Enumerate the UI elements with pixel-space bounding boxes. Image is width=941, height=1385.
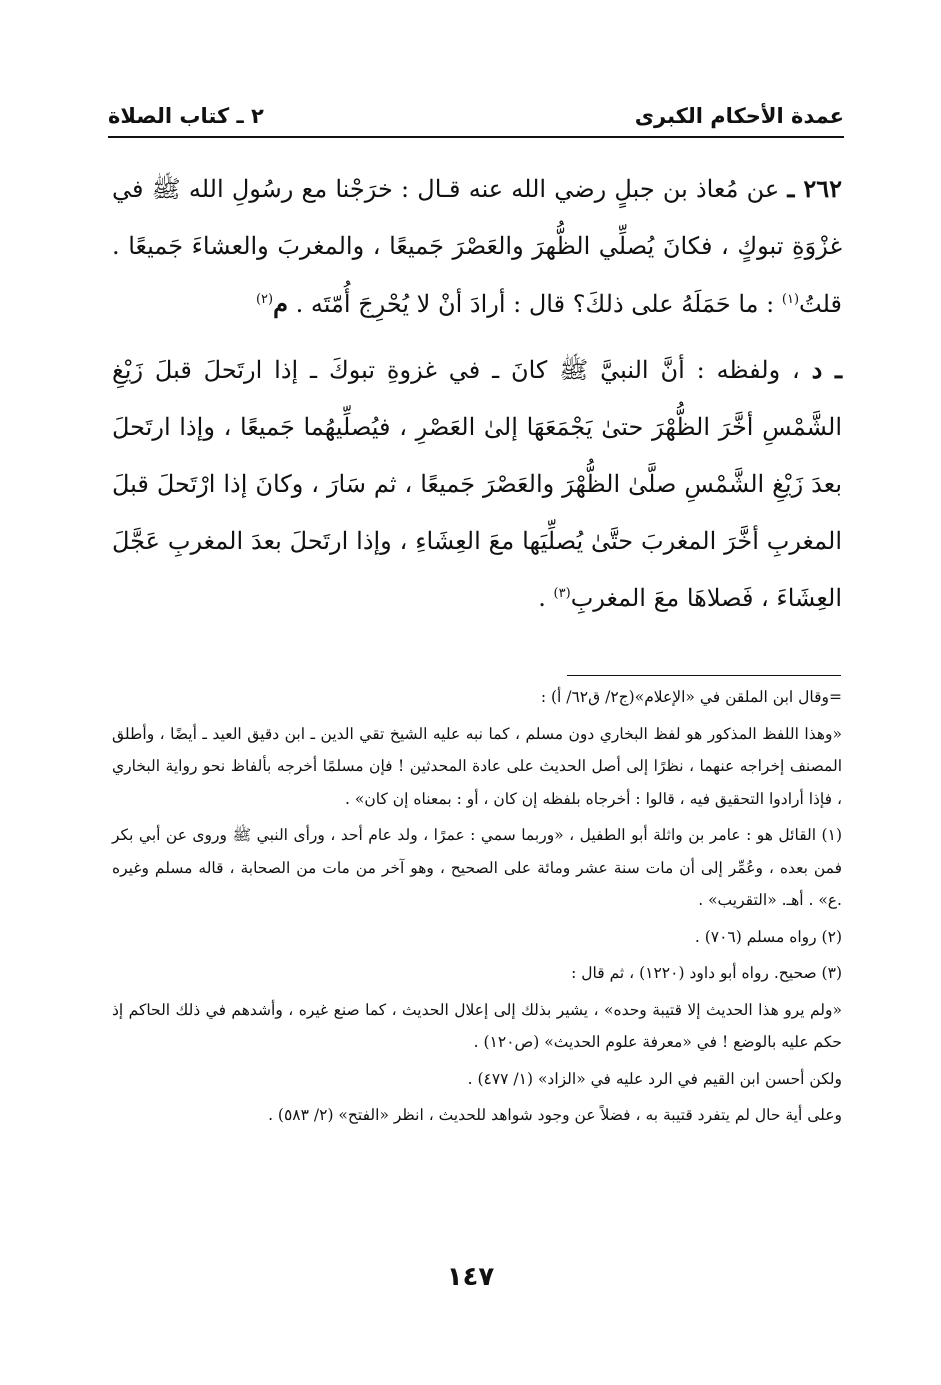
- salutation-glyph: ﷺ: [151, 175, 181, 203]
- hadith-number: ٢٦٢ ـ: [787, 174, 842, 203]
- hadith-text-2: في غزْوَةِ تبوكٍ ، فكانَ يُصلِّي الظُّهرَ والعَصْرَ جَميعًا ، والمغربَ والعشاءَ جَميعًا . قلتُ: [112, 175, 842, 318]
- hadith-paragraph: [112, 160, 842, 333]
- chapter-title: ٢ ـ كتاب الصلاة: [108, 104, 264, 128]
- symbol-muslim: م: [273, 289, 288, 318]
- footnote-2: (٢) رواه مسلم (٧٠٦) .: [694, 927, 842, 946]
- footnote-divider: [567, 675, 841, 676]
- page-number: ١٤٧: [446, 1262, 495, 1292]
- footnote-3-ibn-qayyim: ولكن أحسن ابن القيم في الرد عليه في «الزاد» (١/ ٤٧٧) .: [467, 1069, 842, 1088]
- footnote-3-conclusion: وعلى أية حال لم يتفرد قتيبة به ، فضلاً عن وجود شواهد للحديث ، انظر «الفتح» (٢/ ٥٨٣) .: [268, 1106, 842, 1124]
- salutation-glyph-2: ﷺ: [559, 356, 589, 384]
- symbol-abu-dawud: ـ د: [811, 355, 842, 384]
- footnote-ref-3[interactable]: (٣): [553, 586, 571, 601]
- abu-dawud-paragraph: [112, 341, 842, 627]
- footnote-ref-1[interactable]: (١): [781, 292, 800, 307]
- hadith-text-1: عن مُعاذ بن جبلٍ رضي الله عنه قـال : خرَجْنا مع رسُولِ الله: [188, 175, 780, 203]
- footnote-3-quote: «ولم يرو هذا الحديث إلا قتيبة وحده» ، يشير بذلك إلى إعلال الحديث ، كما صنع غيره ، وأشدهم في ذلك الحاكم إذ حكم عليه بالوضع ! في «معرفة علوم الحديث» (ص١٢٠) .: [112, 1000, 842, 1051]
- hadith-text-5: كانَ ـ في غزوةِ تبوكَ ـ إذا ارتَحلَ قبلَ زَيْغِ الشَّمْسِ أخَّرَ الظُّهْرَ حتىٰ يَجْمَعَهَا إلىٰ العَصْرِ ، فيُصلِّيهُما جَميعًا ، وإذا ارتَحلَ بعدَ زَيْغِ الشَّمْسِ صلَّىٰ الظُّهْرَ والعَصْرَ جَميعًا ، ثم سَارَ ، وكانَ إذا ارْتَحلَ قبلَ المغربِ أخَّرَ المغربَ حتَّىٰ يُصلِّيَها معَ العِشَاءِ ، وإذا ارتَحلَ بعدَ المغربِ عَجَّلَ العِشَاءَ ، فَصلاهَا معَ المغربِ: [112, 356, 842, 612]
- hadith-end: .: [538, 584, 546, 612]
- footnotes-section: [112, 681, 842, 1136]
- footnote-continuation-body: «وهذا اللفظ المذكور هو لفظ البخاري دون مسلم ، كما نبه عليه الشيخ تقي الدين ـ ابن دقيق العيد ـ أيضًا ، وأطلق المصنف إخراجه عنهما ، نظرًا إلى أصل الحديث على عادة المحدثين ! فإن مسلمًا أخرجه بألفاظ نحو رواية البخاري ، فإذا أرادوا التحقيق فيه ، قالوا : أخرجاه بلفظه إن كان ، أو : بمعناه إن كان» .: [112, 724, 842, 808]
- running-header: [108, 98, 844, 134]
- hadith-body: [112, 160, 842, 635]
- footnote-continuation-intro: =وقال ابن الملقن في «الإعلام»(ج٢/ ق٦٢/ أ) :: [540, 688, 842, 706]
- footnote-ref-2[interactable]: (٢): [255, 292, 274, 307]
- header-rule: [108, 136, 844, 138]
- hadith-text-4: ، ولفظه : أنَّ النبيَّ: [600, 356, 800, 384]
- book-title: عمدة الأحكام الكبرى: [634, 104, 844, 128]
- footnote-3-intro: (٣) صحيح. رواه أبو داود (١٢٢٠) ، ثم قال :: [571, 964, 842, 982]
- hadith-text-3: : ما حَمَلَهُ على ذلكَ؟ قال : أرادَ أنْ لا يُحْرِجَ أُمّتَه .: [295, 290, 775, 318]
- footnote-1: (١) القائل هو : عامر بن واثلة أبو الطفيل ، «وربما سمي : عمرًا ، ولد عام أحد ، ورأى النبي ﷺ وروى عن أبي بكر فمن بعده ، وعُمِّر إلى أن مات سنة عشر ومائة على الصحيح ، وهو آخر من مات من الصحابة ، قاله مسلم وغيره .ع» . أهـ. «التقريب» .: [112, 826, 842, 909]
